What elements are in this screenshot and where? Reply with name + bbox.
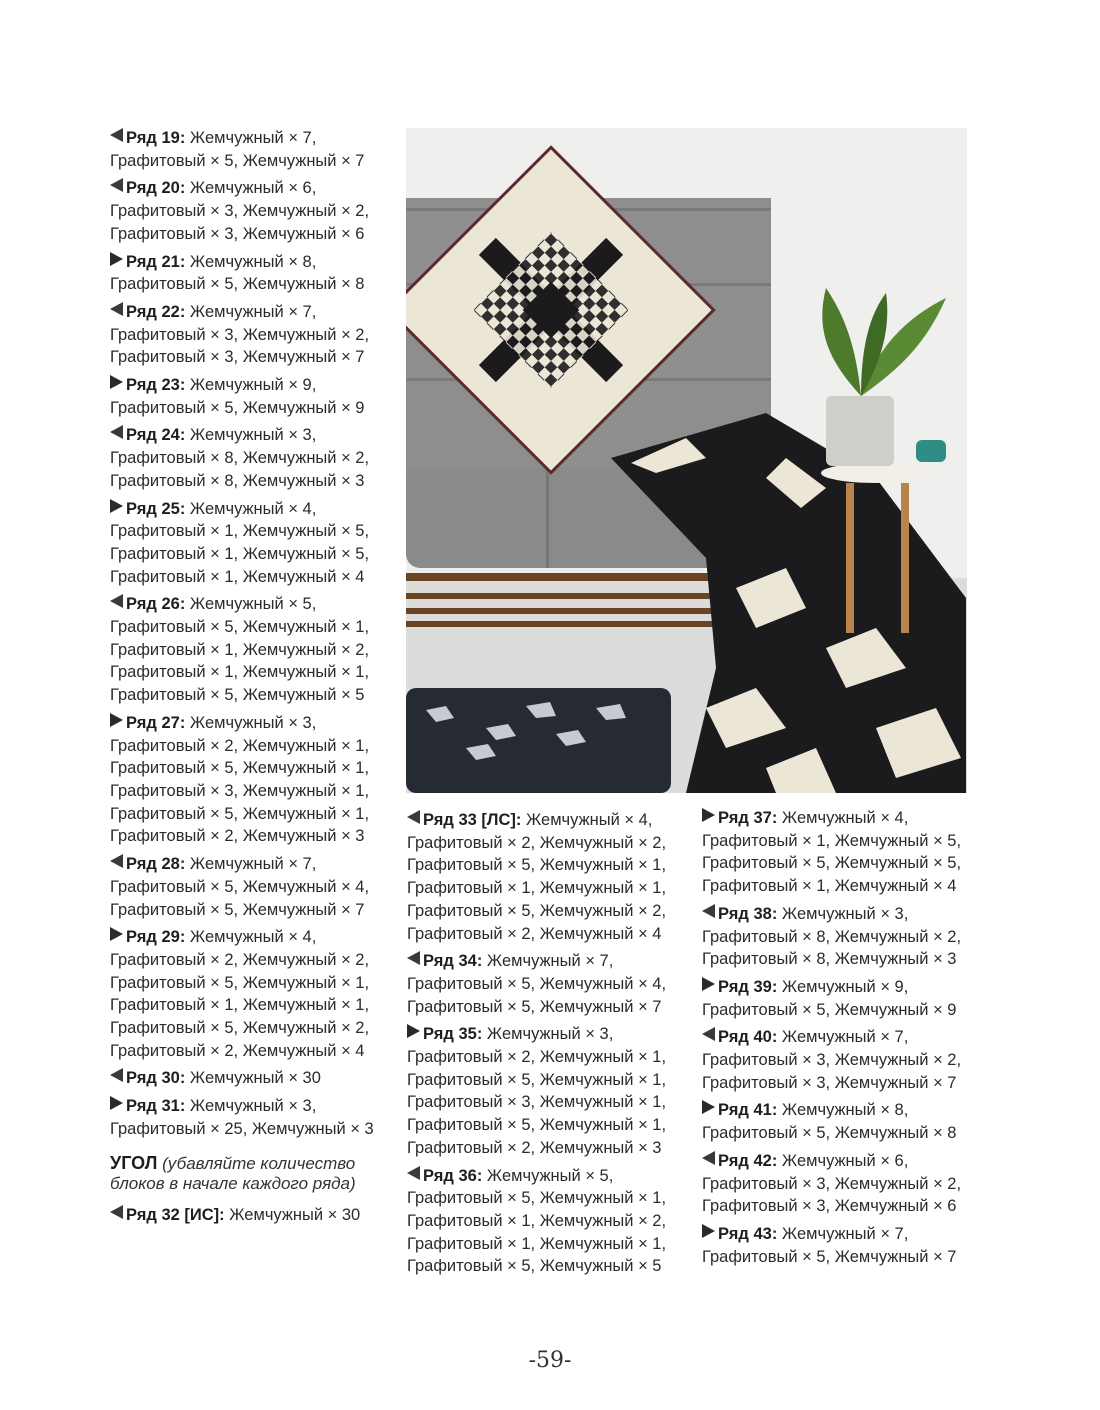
row-line bbox=[702, 1173, 992, 1196]
row-line bbox=[110, 424, 395, 447]
row-text: Графитовый × 5, Жемчужный × 7 bbox=[702, 1247, 957, 1266]
row-line bbox=[702, 830, 992, 853]
row-line bbox=[407, 877, 697, 900]
row-label: Ряд 36: bbox=[423, 1166, 483, 1185]
pattern-row bbox=[702, 903, 992, 971]
pattern-row bbox=[407, 1165, 697, 1279]
pattern-row bbox=[110, 1095, 395, 1140]
pattern-row bbox=[110, 853, 395, 921]
row-line bbox=[110, 543, 395, 566]
row-line bbox=[110, 616, 395, 639]
section-note: (убавляйте количество bbox=[162, 1153, 356, 1173]
row-line bbox=[110, 949, 395, 972]
row-label: Ряд 19: bbox=[126, 129, 186, 147]
pattern-row bbox=[110, 712, 395, 848]
row-line bbox=[110, 780, 395, 803]
arrow-left-icon bbox=[407, 810, 420, 824]
row-line bbox=[407, 996, 697, 1019]
row-text: Графитовый × 1, Жемчужный × 4 bbox=[702, 877, 957, 896]
row-text: Графитовый × 1, Жемчужный × 1, bbox=[110, 996, 370, 1015]
row-line bbox=[110, 301, 395, 324]
row-text: Графитовый × 2, Жемчужный × 2, bbox=[110, 950, 370, 969]
row-text: Графитовый × 3, Жемчужный × 1, bbox=[407, 1093, 667, 1112]
pattern-row bbox=[110, 301, 395, 369]
row-text: Графитовый × 3, Жемчужный × 2, bbox=[110, 202, 370, 221]
row-line bbox=[110, 876, 395, 899]
row-line bbox=[702, 1150, 992, 1173]
row-text: Графитовый × 5, Жемчужный × 1, bbox=[110, 618, 370, 637]
row-text: Графитовый × 8, Жемчужный × 3 bbox=[702, 950, 957, 969]
arrow-left-icon bbox=[702, 904, 715, 918]
row-text: Графитовый × 1, Жемчужный × 2, bbox=[407, 1211, 667, 1230]
row-label: Ряд 41: bbox=[718, 1101, 778, 1120]
row-line bbox=[407, 1255, 697, 1278]
row-line bbox=[110, 661, 395, 684]
pattern-column-middle bbox=[407, 809, 697, 1283]
row-line bbox=[110, 566, 395, 589]
row-line bbox=[110, 803, 395, 826]
row-line bbox=[702, 903, 992, 926]
row-line bbox=[110, 273, 395, 296]
row-line bbox=[702, 1049, 992, 1072]
row-line bbox=[407, 809, 697, 832]
row-text: Графитовый × 5, Жемчужный × 5, bbox=[702, 854, 962, 873]
row-line bbox=[407, 1091, 697, 1114]
row-label: Ряд 40: bbox=[718, 1028, 778, 1047]
row-text: Графитовый × 5, Жемчужный × 5 bbox=[407, 1257, 662, 1276]
row-text: Графитовый × 2, Жемчужный × 1, bbox=[110, 736, 370, 755]
row-line bbox=[110, 899, 395, 922]
arrow-left-icon bbox=[110, 594, 123, 608]
row-text: Графитовый × 5, Жемчужный × 5 bbox=[110, 686, 365, 705]
row-line bbox=[702, 1195, 992, 1218]
row-text: Графитовый × 1, Жемчужный × 5, bbox=[702, 831, 962, 850]
row-text: Графитовый × 5, Жемчужный × 1, bbox=[407, 1116, 667, 1135]
row-text: Графитовый × 2, Жемчужный × 4 bbox=[407, 924, 662, 943]
row-line bbox=[110, 1067, 395, 1090]
pattern-row bbox=[702, 807, 992, 898]
pattern-column-left bbox=[110, 127, 395, 1231]
pattern-row bbox=[110, 177, 395, 245]
row-text: Жемчужный × 3, bbox=[781, 904, 909, 923]
row-text: Жемчужный × 8, bbox=[189, 252, 317, 271]
row-line bbox=[110, 972, 395, 995]
arrow-left-icon bbox=[110, 425, 123, 439]
row-line bbox=[110, 1118, 395, 1141]
row-line bbox=[407, 1187, 697, 1210]
row-text: Графитовый × 5, Жемчужный × 1, bbox=[110, 804, 370, 823]
row-line bbox=[110, 639, 395, 662]
row-text: Графитовый × 3, Жемчужный × 7 bbox=[702, 1073, 957, 1092]
row-text: Графитовый × 5, Жемчужный × 1, bbox=[407, 1070, 667, 1089]
row-text: Графитовый × 3, Жемчужный × 2, bbox=[110, 325, 370, 344]
row-text: Жемчужный × 30 bbox=[229, 1205, 361, 1224]
section-title: УГОЛ bbox=[110, 1152, 158, 1173]
row-line bbox=[407, 854, 697, 877]
pattern-row bbox=[110, 127, 395, 172]
row-label: Ряд 43: bbox=[718, 1224, 778, 1243]
row-line bbox=[110, 397, 395, 420]
row-text: Жемчужный × 7, bbox=[781, 1028, 909, 1047]
row-text: Жемчужный × 7, bbox=[486, 952, 614, 971]
arrow-right-icon bbox=[702, 808, 715, 822]
row-line bbox=[702, 1223, 992, 1246]
row-text: Жемчужный × 8, bbox=[781, 1101, 909, 1120]
row-line bbox=[110, 498, 395, 521]
pattern-row bbox=[407, 1023, 697, 1159]
arrow-right-icon bbox=[110, 927, 123, 941]
row-text: Графитовый × 1, Жемчужный × 2, bbox=[110, 640, 370, 659]
pattern-row bbox=[702, 1026, 992, 1094]
pattern-row bbox=[110, 1067, 395, 1090]
row-line bbox=[110, 825, 395, 848]
row-text: Жемчужный × 4, bbox=[525, 811, 653, 829]
row-text: Графитовый × 5, Жемчужный × 4, bbox=[110, 877, 370, 896]
row-line bbox=[407, 1210, 697, 1233]
row-text: Графитовый × 5, Жемчужный × 4, bbox=[407, 974, 667, 993]
row-text: Жемчужный × 30 bbox=[189, 1069, 321, 1088]
row-line bbox=[110, 324, 395, 347]
row-line bbox=[407, 900, 697, 923]
section-heading bbox=[110, 1153, 395, 1194]
arrow-left-icon bbox=[407, 1166, 420, 1180]
row-label: Ряд 39: bbox=[718, 977, 778, 996]
row-line bbox=[407, 1069, 697, 1092]
row-line bbox=[702, 852, 992, 875]
row-line bbox=[110, 447, 395, 470]
row-text: Графитовый × 1, Жемчужный × 5, bbox=[110, 522, 370, 541]
row-text: Графитовый × 3, Жемчужный × 1, bbox=[110, 781, 370, 800]
row-line bbox=[110, 127, 395, 150]
row-label: Ряд 42: bbox=[718, 1151, 778, 1170]
row-line bbox=[407, 1233, 697, 1256]
row-line bbox=[110, 223, 395, 246]
row-text: Графитовый × 2, Жемчужный × 3 bbox=[110, 827, 365, 846]
row-label: Ряд 28: bbox=[126, 855, 186, 874]
arrow-left-icon bbox=[110, 302, 123, 316]
row-line bbox=[110, 712, 395, 735]
row-label: Ряд 21: bbox=[126, 252, 186, 271]
row-text: Графитовый × 2, Жемчужный × 3 bbox=[407, 1138, 662, 1157]
row-line bbox=[702, 976, 992, 999]
row-text: Графитовый × 5, Жемчужный × 1, bbox=[407, 856, 667, 875]
row-text: Жемчужный × 9, bbox=[189, 376, 317, 395]
pattern-row bbox=[407, 950, 697, 1018]
row-text: Графитовый × 8, Жемчужный × 3 bbox=[110, 471, 365, 490]
row-label: Ряд 34: bbox=[423, 952, 483, 971]
row-line bbox=[110, 684, 395, 707]
row-text: Жемчужный × 5, bbox=[486, 1166, 614, 1185]
row-line bbox=[702, 807, 992, 830]
pattern-row bbox=[110, 498, 395, 589]
row-text: Графитовый × 1, Жемчужный × 5, bbox=[110, 544, 370, 563]
row-text: Графитовый × 5, Жемчужный × 9 bbox=[702, 1000, 957, 1019]
row-line bbox=[110, 1040, 395, 1063]
arrow-left-icon bbox=[110, 178, 123, 192]
arrow-right-icon bbox=[110, 1096, 123, 1110]
row-text: Графитовый × 2, Жемчужный × 2, bbox=[407, 833, 667, 852]
row-line bbox=[110, 757, 395, 780]
row-line bbox=[110, 1095, 395, 1118]
row-text: Графитовый × 2, Жемчужный × 1, bbox=[407, 1048, 667, 1067]
arrow-left-icon bbox=[407, 951, 420, 965]
arrow-left-icon bbox=[110, 854, 123, 868]
pattern-row bbox=[110, 1204, 395, 1227]
row-line bbox=[110, 251, 395, 274]
row-line bbox=[110, 374, 395, 397]
row-label: Ряд 33 [ЛС]: bbox=[423, 811, 522, 829]
row-line bbox=[110, 853, 395, 876]
arrow-right-icon bbox=[110, 713, 123, 727]
row-text: Графитовый × 3, Жемчужный × 2, bbox=[702, 1051, 962, 1070]
arrow-right-icon bbox=[702, 1224, 715, 1238]
row-line bbox=[110, 150, 395, 173]
row-label: Ряд 35: bbox=[423, 1025, 483, 1044]
row-text: Жемчужный × 7, bbox=[189, 302, 317, 321]
row-line bbox=[110, 735, 395, 758]
arrow-left-icon bbox=[110, 1068, 123, 1082]
arrow-right-icon bbox=[407, 1024, 420, 1038]
row-text: Графитовый × 3, Жемчужный × 7 bbox=[110, 348, 365, 367]
arrow-left-icon bbox=[702, 1027, 715, 1041]
row-label: Ряд 31: bbox=[126, 1097, 186, 1116]
row-text: Графитовый × 5, Жемчужный × 2, bbox=[110, 1019, 370, 1038]
row-text: Жемчужный × 7, bbox=[189, 129, 317, 147]
row-line bbox=[407, 1023, 697, 1046]
row-line bbox=[110, 1017, 395, 1040]
row-text: Графитовый × 2, Жемчужный × 4 bbox=[110, 1041, 365, 1060]
row-label: Ряд 22: bbox=[126, 302, 186, 321]
pattern-row bbox=[702, 976, 992, 1021]
arrow-right-icon bbox=[110, 252, 123, 266]
row-line bbox=[110, 470, 395, 493]
row-line bbox=[110, 1204, 395, 1227]
arrow-left-icon bbox=[110, 1205, 123, 1219]
row-line bbox=[407, 973, 697, 996]
row-label: Ряд 32 [ИС]: bbox=[126, 1205, 225, 1224]
row-line bbox=[702, 926, 992, 949]
row-line bbox=[110, 520, 395, 543]
row-text: Графитовый × 1, Жемчужный × 1, bbox=[407, 1234, 667, 1253]
row-text: Жемчужный × 9, bbox=[781, 977, 909, 996]
row-text: Жемчужный × 4, bbox=[781, 809, 909, 827]
row-line bbox=[407, 950, 697, 973]
row-line bbox=[110, 200, 395, 223]
arrow-right-icon bbox=[702, 1100, 715, 1114]
row-text: Графитовый × 8, Жемчужный × 2, bbox=[702, 927, 962, 946]
row-text: Графитовый × 5, Жемчужный × 2, bbox=[407, 901, 667, 920]
row-text: Жемчужный × 4, bbox=[189, 499, 317, 518]
row-text: Графитовый × 8, Жемчужный × 2, bbox=[110, 449, 370, 468]
row-text: Графитовый × 5, Жемчужный × 7 bbox=[110, 900, 365, 919]
product-photo bbox=[406, 128, 967, 793]
row-line bbox=[702, 1026, 992, 1049]
row-text: Графитовый × 25, Жемчужный × 3 bbox=[110, 1119, 374, 1138]
row-line bbox=[110, 994, 395, 1017]
row-label: Ряд 38: bbox=[718, 904, 778, 923]
row-text: Графитовый × 5, Жемчужный × 1, bbox=[407, 1189, 667, 1208]
row-text: Графитовый × 1, Жемчужный × 1, bbox=[110, 663, 370, 682]
row-line bbox=[702, 875, 992, 898]
pattern-row bbox=[702, 1150, 992, 1218]
row-text: Графитовый × 5, Жемчужный × 8 bbox=[110, 275, 365, 294]
pattern-row bbox=[110, 251, 395, 296]
row-line bbox=[110, 593, 395, 616]
pattern-row bbox=[110, 593, 395, 707]
row-text: Жемчужный × 3, bbox=[189, 713, 317, 732]
row-text: Жемчужный × 3, bbox=[486, 1025, 614, 1044]
row-text: Жемчужный × 6, bbox=[189, 179, 317, 198]
pattern-row bbox=[110, 424, 395, 492]
row-text: Графитовый × 5, Жемчужный × 8 bbox=[702, 1124, 957, 1143]
row-line bbox=[407, 832, 697, 855]
pattern-row bbox=[110, 374, 395, 419]
page-number: -59- bbox=[528, 1348, 572, 1373]
row-text: Жемчужный × 3, bbox=[189, 426, 317, 445]
row-line bbox=[110, 346, 395, 369]
row-label: Ряд 24: bbox=[126, 426, 186, 445]
row-label: Ряд 27: bbox=[126, 713, 186, 732]
section-note: блоков в начале каждого ряда) bbox=[110, 1173, 356, 1193]
row-text: Графитовый × 5, Жемчужный × 1, bbox=[110, 759, 370, 778]
row-text: Жемчужный × 6, bbox=[781, 1151, 909, 1170]
arrow-right-icon bbox=[110, 499, 123, 513]
row-text: Графитовый × 5, Жемчужный × 1, bbox=[110, 973, 370, 992]
row-line bbox=[702, 1099, 992, 1122]
row-text: Графитовый × 5, Жемчужный × 7 bbox=[110, 151, 365, 170]
row-text: Графитовый × 1, Жемчужный × 1, bbox=[407, 879, 667, 898]
pattern-row bbox=[702, 1223, 992, 1268]
row-text: Графитовый × 3, Жемчужный × 2, bbox=[702, 1174, 962, 1193]
row-label: Ряд 23: bbox=[126, 376, 186, 395]
row-text: Жемчужный × 3, bbox=[189, 1097, 317, 1116]
pattern-row bbox=[407, 809, 697, 945]
row-label: Ряд 25: bbox=[126, 499, 186, 518]
row-text: Графитовый × 5, Жемчужный × 9 bbox=[110, 398, 365, 417]
arrow-right-icon bbox=[702, 977, 715, 991]
row-text: Графитовый × 1, Жемчужный × 4 bbox=[110, 567, 365, 586]
row-label: Ряд 26: bbox=[126, 595, 186, 614]
row-line bbox=[702, 1246, 992, 1269]
row-text: Графитовый × 3, Жемчужный × 6 bbox=[110, 224, 365, 243]
row-line bbox=[702, 1122, 992, 1145]
row-line bbox=[702, 1072, 992, 1095]
row-line bbox=[407, 1165, 697, 1188]
pattern-row bbox=[110, 926, 395, 1062]
row-line bbox=[407, 1114, 697, 1137]
arrow-left-icon bbox=[110, 128, 123, 142]
row-text: Жемчужный × 4, bbox=[189, 928, 317, 947]
pattern-row bbox=[702, 1099, 992, 1144]
row-line bbox=[702, 999, 992, 1022]
row-label: Ряд 29: bbox=[126, 928, 186, 947]
row-text: Графитовый × 3, Жемчужный × 6 bbox=[702, 1197, 957, 1216]
pattern-column-right bbox=[702, 807, 992, 1273]
row-line bbox=[110, 926, 395, 949]
row-line bbox=[407, 923, 697, 946]
arrow-left-icon bbox=[702, 1151, 715, 1165]
row-text: Графитовый × 5, Жемчужный × 7 bbox=[407, 997, 662, 1016]
row-line bbox=[407, 1137, 697, 1160]
row-text: Жемчужный × 7, bbox=[189, 855, 317, 874]
row-line bbox=[702, 948, 992, 971]
row-label: Ряд 20: bbox=[126, 179, 186, 198]
row-line bbox=[110, 177, 395, 200]
row-text: Жемчужный × 5, bbox=[189, 595, 317, 614]
row-text: Жемчужный × 7, bbox=[781, 1224, 909, 1243]
row-line bbox=[407, 1046, 697, 1069]
row-label: Ряд 30: bbox=[126, 1069, 186, 1088]
arrow-right-icon bbox=[110, 375, 123, 389]
row-label: Ряд 37: bbox=[718, 809, 778, 827]
